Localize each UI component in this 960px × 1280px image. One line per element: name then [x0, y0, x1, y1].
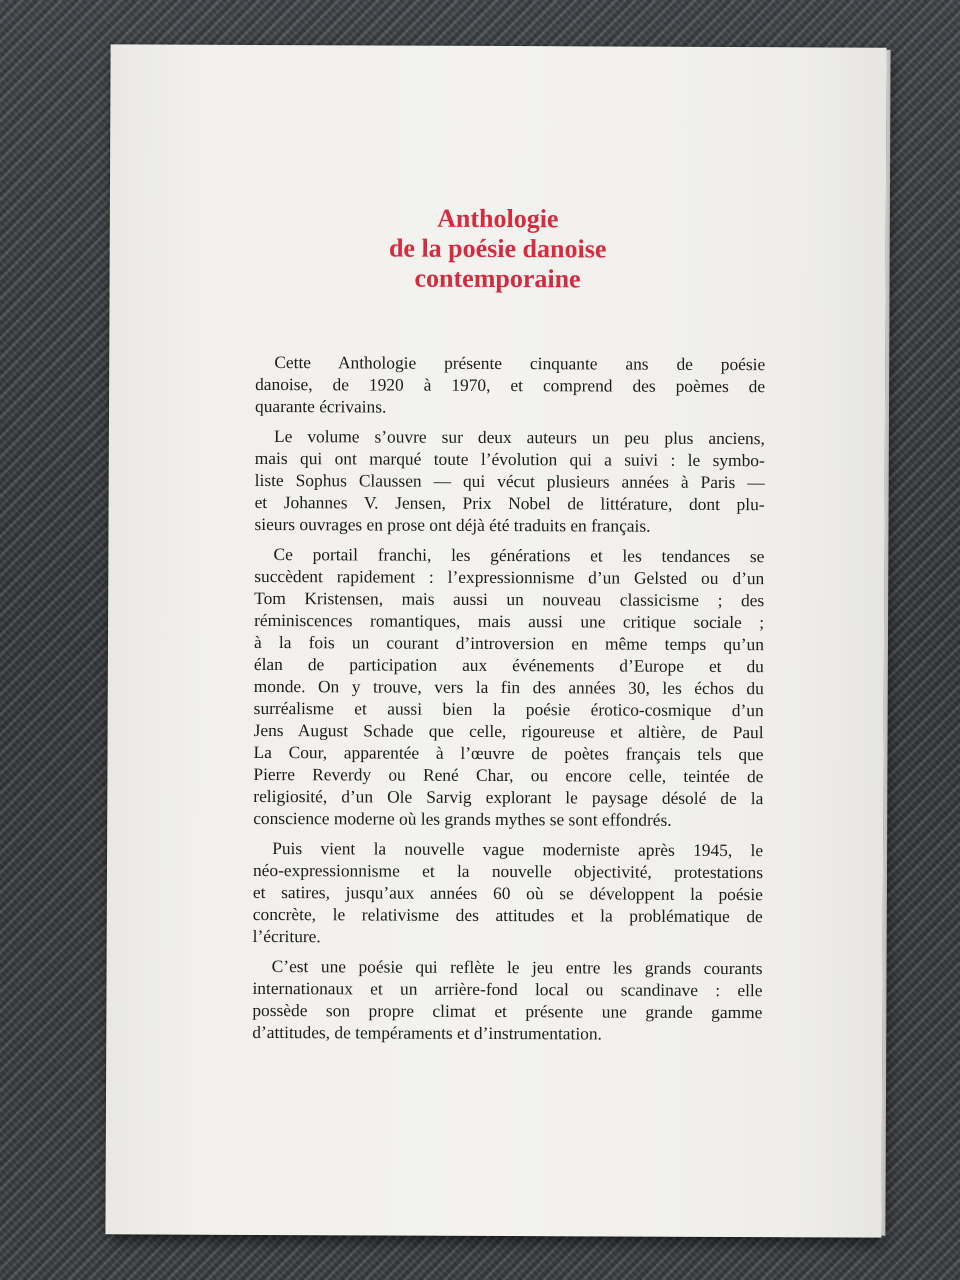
text-line: conscience moderne où les grands mythes se sont effondrés. — [253, 807, 672, 830]
text-line: Puis vient la nouvelle vague moderniste après 1945, le — [272, 838, 764, 861]
text-line: et satires, jusqu’aux années 60 où se développent la poésie — [252, 881, 763, 905]
text-line: La Cour, apparentée à l’œuvre de poètes français tels que — [253, 741, 764, 765]
title-line-3: contemporaine — [414, 263, 581, 294]
text-line: Cette Anthologie présente cinquante ans de poésie — [274, 352, 766, 375]
text-line: Pierre Reverdy ou René Char, ou encore celle, teintée de — [253, 763, 764, 787]
blurb-paragraph — [255, 351, 765, 419]
text-line: élan de participation aux événements d’Europe et du — [253, 653, 764, 677]
blurb-text — [252, 351, 765, 1053]
text-line: religiosité, d’un Ole Sarvig explorant le paysage désolé de la — [253, 785, 764, 809]
text-line: mais qui ont marqué toute l’évolution qui a suivi : le symbo- — [254, 447, 765, 471]
blurb-paragraph — [254, 425, 764, 537]
text-line: à la fois un courant d’introversion en même temps qu’un — [253, 631, 765, 655]
blurb-paragraph — [252, 955, 762, 1045]
text-line: néo-expressionnisme et la nouvelle objectivité, protestations — [252, 859, 764, 883]
text-line: réminiscences romantiques, mais aussi une critique sociale ; — [254, 609, 765, 633]
text-line: C’est une poésie qui reflète le jeu entre les grands courants — [271, 956, 763, 979]
text-line: monde. On y trouve, vers la fin des années 30, les échos du — [253, 675, 764, 699]
text-line: surréalisme et aussi bien la poésie érotico-cosmique d’un — [253, 697, 764, 721]
text-line: concrète, le relativisme des attitudes et la problématique de — [252, 903, 763, 927]
text-line: possède son propre climat et présente une grande gamme — [252, 999, 763, 1023]
text-line: d’attitudes, de tempéraments et d’instrumentation. — [252, 1021, 602, 1044]
text-line: Tom Kristensen, mais aussi un nouveau classicisme ; des — [254, 587, 765, 611]
text-line: liste Sophus Claussen — qui vécut plusieurs années à Paris — — [254, 469, 765, 493]
text-line: Le volume s’ouvre sur deux auteurs un peu plus anciens, — [273, 426, 765, 449]
title-line-2: de la poésie danoise — [388, 233, 607, 264]
text-line: Ce portail franchi, les générations et les tendances se — [273, 544, 765, 567]
text-line: sieurs ouvrages en prose ont déjà été traduits en français. — [254, 513, 651, 536]
book-back-cover — [105, 44, 886, 1237]
text-line: internationaux et un arrière-fond local ou scandinave : elle — [252, 977, 763, 1001]
text-line: quarante écrivains. — [254, 395, 387, 417]
text-line: et Johannes V. Jensen, Prix Nobel de littérature, dont plu- — [254, 491, 765, 515]
book-title — [110, 202, 886, 295]
text-line: Jens August Schade que celle, rigoureuse et altière, de Paul — [253, 719, 764, 743]
title-line-1: Anthologie — [437, 203, 559, 234]
text-line: l’écriture. — [252, 925, 321, 947]
blurb-paragraph — [253, 837, 763, 949]
text-line: succèdent rapidement : l’expressionnisme d’un Gelsted ou d’un — [254, 565, 765, 589]
blurb-paragraph — [253, 543, 764, 831]
text-line: danoise, de 1920 à 1970, et comprend des poèmes de — [255, 373, 766, 397]
